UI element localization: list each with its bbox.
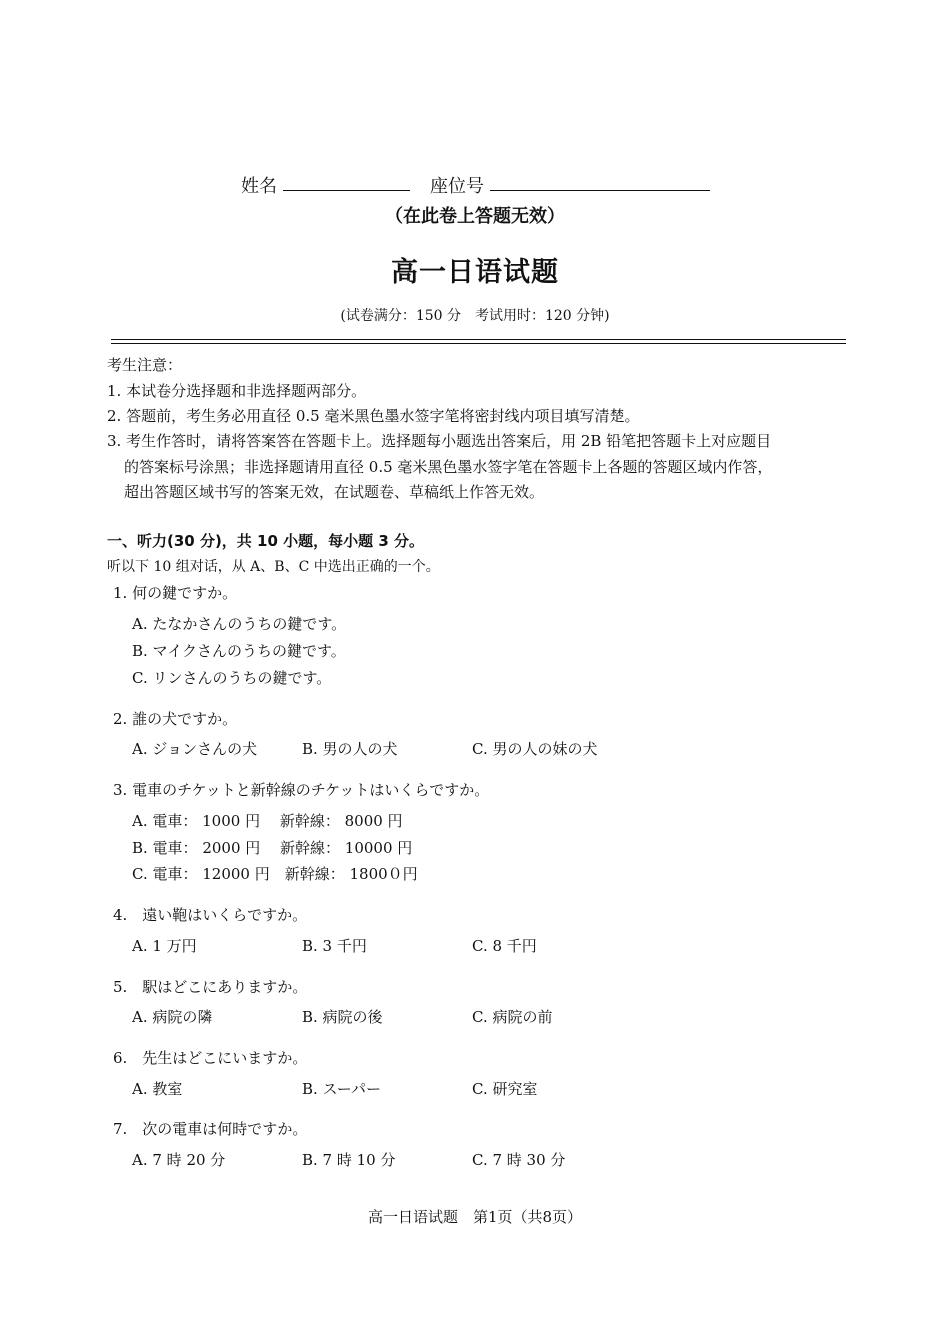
question-7: 7. 次の電車は何時ですか。 bbox=[113, 1120, 308, 1138]
q1-option-a[interactable]: A. たなかさんのうちの鍵です。 bbox=[132, 615, 347, 633]
question-3: 3. 電車のチケットと新幹線のチケットはいくらですか。 bbox=[113, 781, 490, 799]
note-item: 2. 答题前，考生务必用直径 0.5 毫米黑色墨水签字笔将密封线内项目填写清楚。 bbox=[107, 407, 640, 425]
q6-option-c[interactable]: C. 研究室 bbox=[472, 1080, 538, 1098]
q2-option-c[interactable]: C. 男の人の妹の犬 bbox=[472, 740, 598, 758]
q1-option-b[interactable]: B. マイクさんのうちの鍵です。 bbox=[132, 642, 346, 660]
question-5: 5. 駅はどこにありますか。 bbox=[113, 978, 308, 996]
q7-option-c[interactable]: C. 7 時 30 分 bbox=[472, 1151, 566, 1169]
exam-meta: (试卷满分：150 分 考试用时：120 分钟) bbox=[340, 308, 610, 324]
q3-option-a[interactable]: A. 電車： 1000 円 新幹線： 8000 円 bbox=[132, 812, 403, 830]
seat-blank[interactable] bbox=[490, 172, 710, 191]
q4-option-b[interactable]: B. 3 千円 bbox=[302, 937, 367, 955]
q5-option-c[interactable]: C. 病院の前 bbox=[472, 1008, 553, 1026]
page-footer: 高一日语试题 第1页（共8页） bbox=[367, 1208, 583, 1226]
q6-option-a[interactable]: A. 教室 bbox=[132, 1080, 183, 1098]
q3-option-c[interactable]: C. 電車： 12000 円 新幹線： 1800０円 bbox=[132, 865, 418, 883]
divider-rule bbox=[111, 343, 846, 344]
note-continuation: 超出答题区域书写的答案无效，在试题卷、草稿纸上作答无效。 bbox=[124, 483, 545, 501]
question-1: 1. 何の鍵ですか。 bbox=[113, 584, 238, 602]
divider-rule bbox=[111, 339, 846, 340]
q6-option-b[interactable]: B. スーパー bbox=[302, 1080, 382, 1098]
q2-option-a[interactable]: A. ジョンさんの犬 bbox=[132, 740, 258, 758]
seat-label: 座位号 bbox=[430, 176, 484, 197]
question-4: 4. 遠い鞄はいくらですか。 bbox=[113, 906, 308, 924]
invalid-note: （在此卷上答题无效） bbox=[385, 206, 565, 227]
page-title: 高一日语试题 bbox=[391, 257, 559, 288]
name-blank[interactable] bbox=[283, 172, 410, 191]
q7-option-b[interactable]: B. 7 時 10 分 bbox=[302, 1151, 396, 1169]
note-continuation: 的答案标号涂黑；非选择题请用直径 0.5 毫米黑色墨水签字笔在答题卡上各题的答题区域内作答， bbox=[124, 458, 773, 476]
question-6: 6. 先生はどこにいますか。 bbox=[113, 1049, 308, 1067]
q3-option-b[interactable]: B. 電車： 2000 円 新幹線： 10000 円 bbox=[132, 839, 413, 857]
q1-option-c[interactable]: C. リンさんのうちの鍵です。 bbox=[132, 669, 332, 687]
note-item: 3. 考生作答时，请将答案答在答题卡上。选择题每小题选出答案后，用 2B 铅笔把答题卡上对应题目 bbox=[107, 432, 772, 450]
section-heading: 一、听力(30 分)，共 10 小题，每小题 3 分。 bbox=[107, 532, 425, 550]
question-2: 2. 誰の犬ですか。 bbox=[113, 710, 238, 728]
q4-option-c[interactable]: C. 8 千円 bbox=[472, 937, 537, 955]
q5-option-b[interactable]: B. 病院の後 bbox=[302, 1008, 383, 1026]
q2-option-b[interactable]: B. 男の人の犬 bbox=[302, 740, 398, 758]
notes-heading: 考生注意： bbox=[107, 356, 183, 374]
section-instruction: 听以下 10 组对话，从 A、B、C 中选出正确的一个。 bbox=[107, 559, 440, 575]
q4-option-a[interactable]: A. 1 万円 bbox=[132, 937, 197, 955]
q5-option-a[interactable]: A. 病院の隣 bbox=[132, 1008, 213, 1026]
name-label: 姓名 bbox=[241, 176, 277, 197]
note-item: 1. 本试卷分选择题和非选择题两部分。 bbox=[107, 382, 367, 400]
q7-option-a[interactable]: A. 7 時 20 分 bbox=[132, 1151, 226, 1169]
